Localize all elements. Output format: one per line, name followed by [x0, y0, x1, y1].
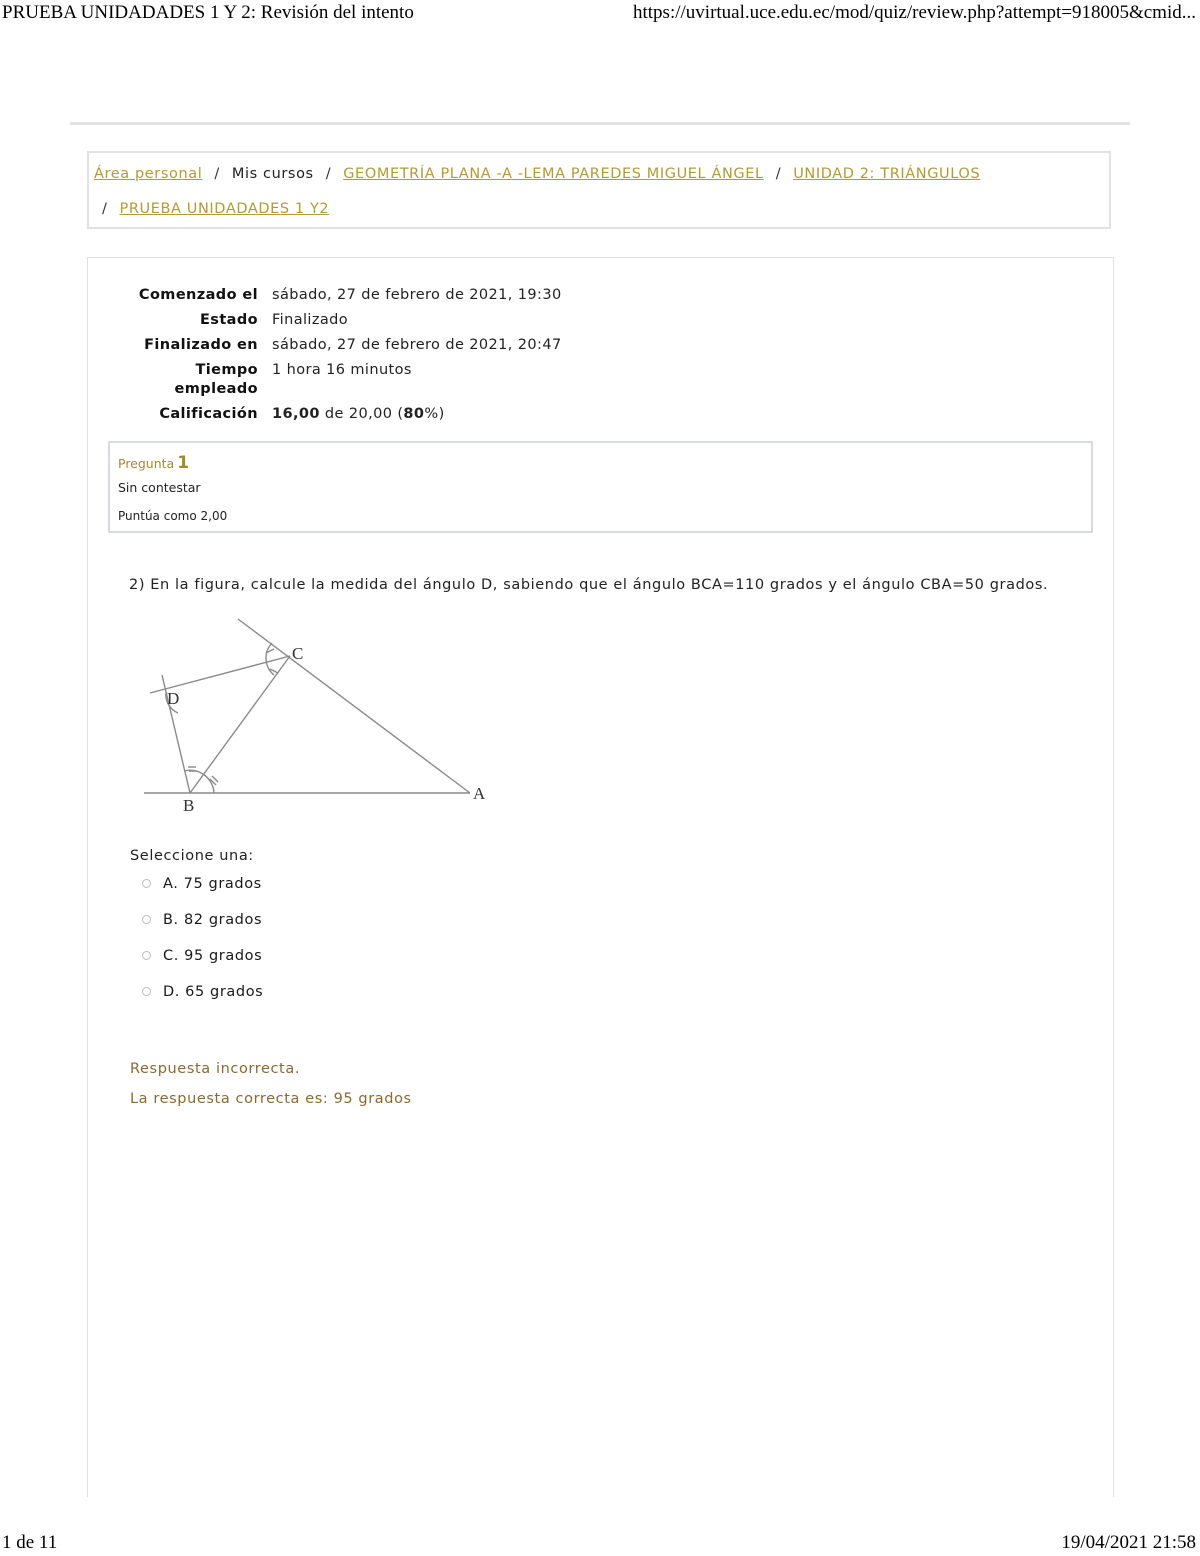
breadcrumb-separator: /: [325, 166, 332, 182]
finished-value: sábado, 27 de febrero de 2021, 20:47: [272, 337, 562, 353]
correct-answer: La respuesta correcta es: 95 grados: [130, 1091, 412, 1107]
finished-label: Finalizado en: [144, 337, 258, 353]
option-b[interactable]: [140, 912, 263, 948]
summary-row-grade: [118, 404, 562, 429]
print-header: [0, 0, 1200, 26]
question-number: [118, 453, 189, 473]
option-b-label: B. 82 grados: [163, 912, 263, 928]
state-label: Estado: [200, 312, 258, 328]
breadcrumb-item-quiz[interactable]: PRUEBA UNIDADADES 1 Y2: [119, 201, 330, 217]
radio-a[interactable]: [142, 879, 151, 888]
vertex-label-a: A: [473, 784, 486, 803]
grade-of: de 20,00 (: [324, 406, 404, 422]
print-page-title: PRUEBA UNIDADADES 1 Y 2: Revisión del intento: [2, 2, 414, 23]
summary-row-finished: [118, 335, 562, 360]
radio-d[interactable]: [142, 987, 151, 996]
breadcrumb-line-1: [94, 166, 980, 182]
figure-lines: [144, 619, 470, 793]
top-divider: [70, 122, 1130, 125]
feedback-result: Respuesta incorrecta.: [130, 1061, 301, 1077]
vertex-label-c: C: [292, 644, 304, 663]
line-d-c: [150, 656, 290, 693]
breadcrumb-separator: /: [214, 166, 220, 182]
started-value: sábado, 27 de febrero de 2021, 19:30: [272, 287, 562, 303]
option-a[interactable]: [140, 876, 263, 912]
grade-value: [272, 404, 562, 429]
line-b-c: [190, 656, 290, 793]
print-page-url: https://uvirtual.uce.edu.ec/mod/quiz/review.php?attempt=918005&cmid...: [633, 2, 1196, 23]
question-label: Pregunta: [118, 456, 175, 471]
grade-tail: %): [424, 406, 445, 422]
line-c-a: [238, 619, 470, 793]
triangle-figure: [138, 613, 498, 818]
grade-score: 16,00: [272, 406, 320, 422]
question-marks: Puntúa como 2,00: [118, 509, 228, 523]
question-state: Sin contestar: [118, 480, 201, 495]
attempt-summary-table: [118, 285, 562, 429]
started-label: Comenzado el: [138, 287, 258, 303]
attempt-summary: [118, 285, 562, 429]
print-footer: [0, 1530, 1200, 1556]
question-number-value: 1: [177, 453, 190, 473]
option-a-label: A. 75 grados: [163, 876, 262, 892]
breadcrumb-item-area-personal[interactable]: Área personal: [94, 166, 203, 182]
question-feedback: [130, 1061, 412, 1121]
radio-c[interactable]: [142, 951, 151, 960]
summary-row-state: [118, 310, 562, 335]
option-c-label: C. 95 grados: [163, 948, 263, 964]
option-c[interactable]: [140, 948, 263, 984]
vertex-label-d: D: [167, 689, 180, 708]
grade-percent: 80: [403, 406, 425, 422]
grade-label: Calificación: [159, 406, 258, 422]
breadcrumb-line-2: [94, 201, 329, 217]
print-page-number: 1 de 11: [2, 1532, 58, 1553]
question-text: 2) En la figura, calcule la medida del ángulo D, sabiendo que el ángulo BCA=110 grados y el ángulo CBA=50 grados.: [129, 577, 1049, 593]
answer-options: [140, 876, 263, 1020]
quiz-review-region: [87, 257, 1114, 1497]
breadcrumb-item-course[interactable]: GEOMETRÍA PLANA -A -LEMA PAREDES MIGUEL ÁNGEL: [343, 166, 764, 182]
option-d-label: D. 65 grados: [163, 984, 264, 1000]
breadcrumb: [87, 151, 1111, 229]
breadcrumb-separator: /: [775, 166, 782, 182]
question-info-box: [108, 441, 1093, 533]
vertex-label-b: B: [183, 796, 195, 815]
option-d[interactable]: [140, 984, 263, 1020]
time-value: 1 hora 16 minutos: [272, 362, 412, 378]
breadcrumb-item-mis-cursos: Mis cursos: [231, 166, 314, 182]
summary-row-started: [118, 285, 562, 310]
radio-b[interactable]: [142, 915, 151, 924]
time-label: Tiempo empleado: [174, 362, 258, 397]
breadcrumb-separator: /: [102, 201, 108, 217]
figure-labels: [167, 644, 486, 815]
summary-row-time: [118, 360, 562, 404]
state-value: Finalizado: [272, 312, 349, 328]
print-datetime: 19/04/2021 21:58: [1061, 1532, 1196, 1553]
breadcrumb-item-unit[interactable]: UNIDAD 2: TRIÁNGULOS: [793, 166, 981, 182]
answer-prompt: Seleccione una:: [130, 848, 254, 864]
